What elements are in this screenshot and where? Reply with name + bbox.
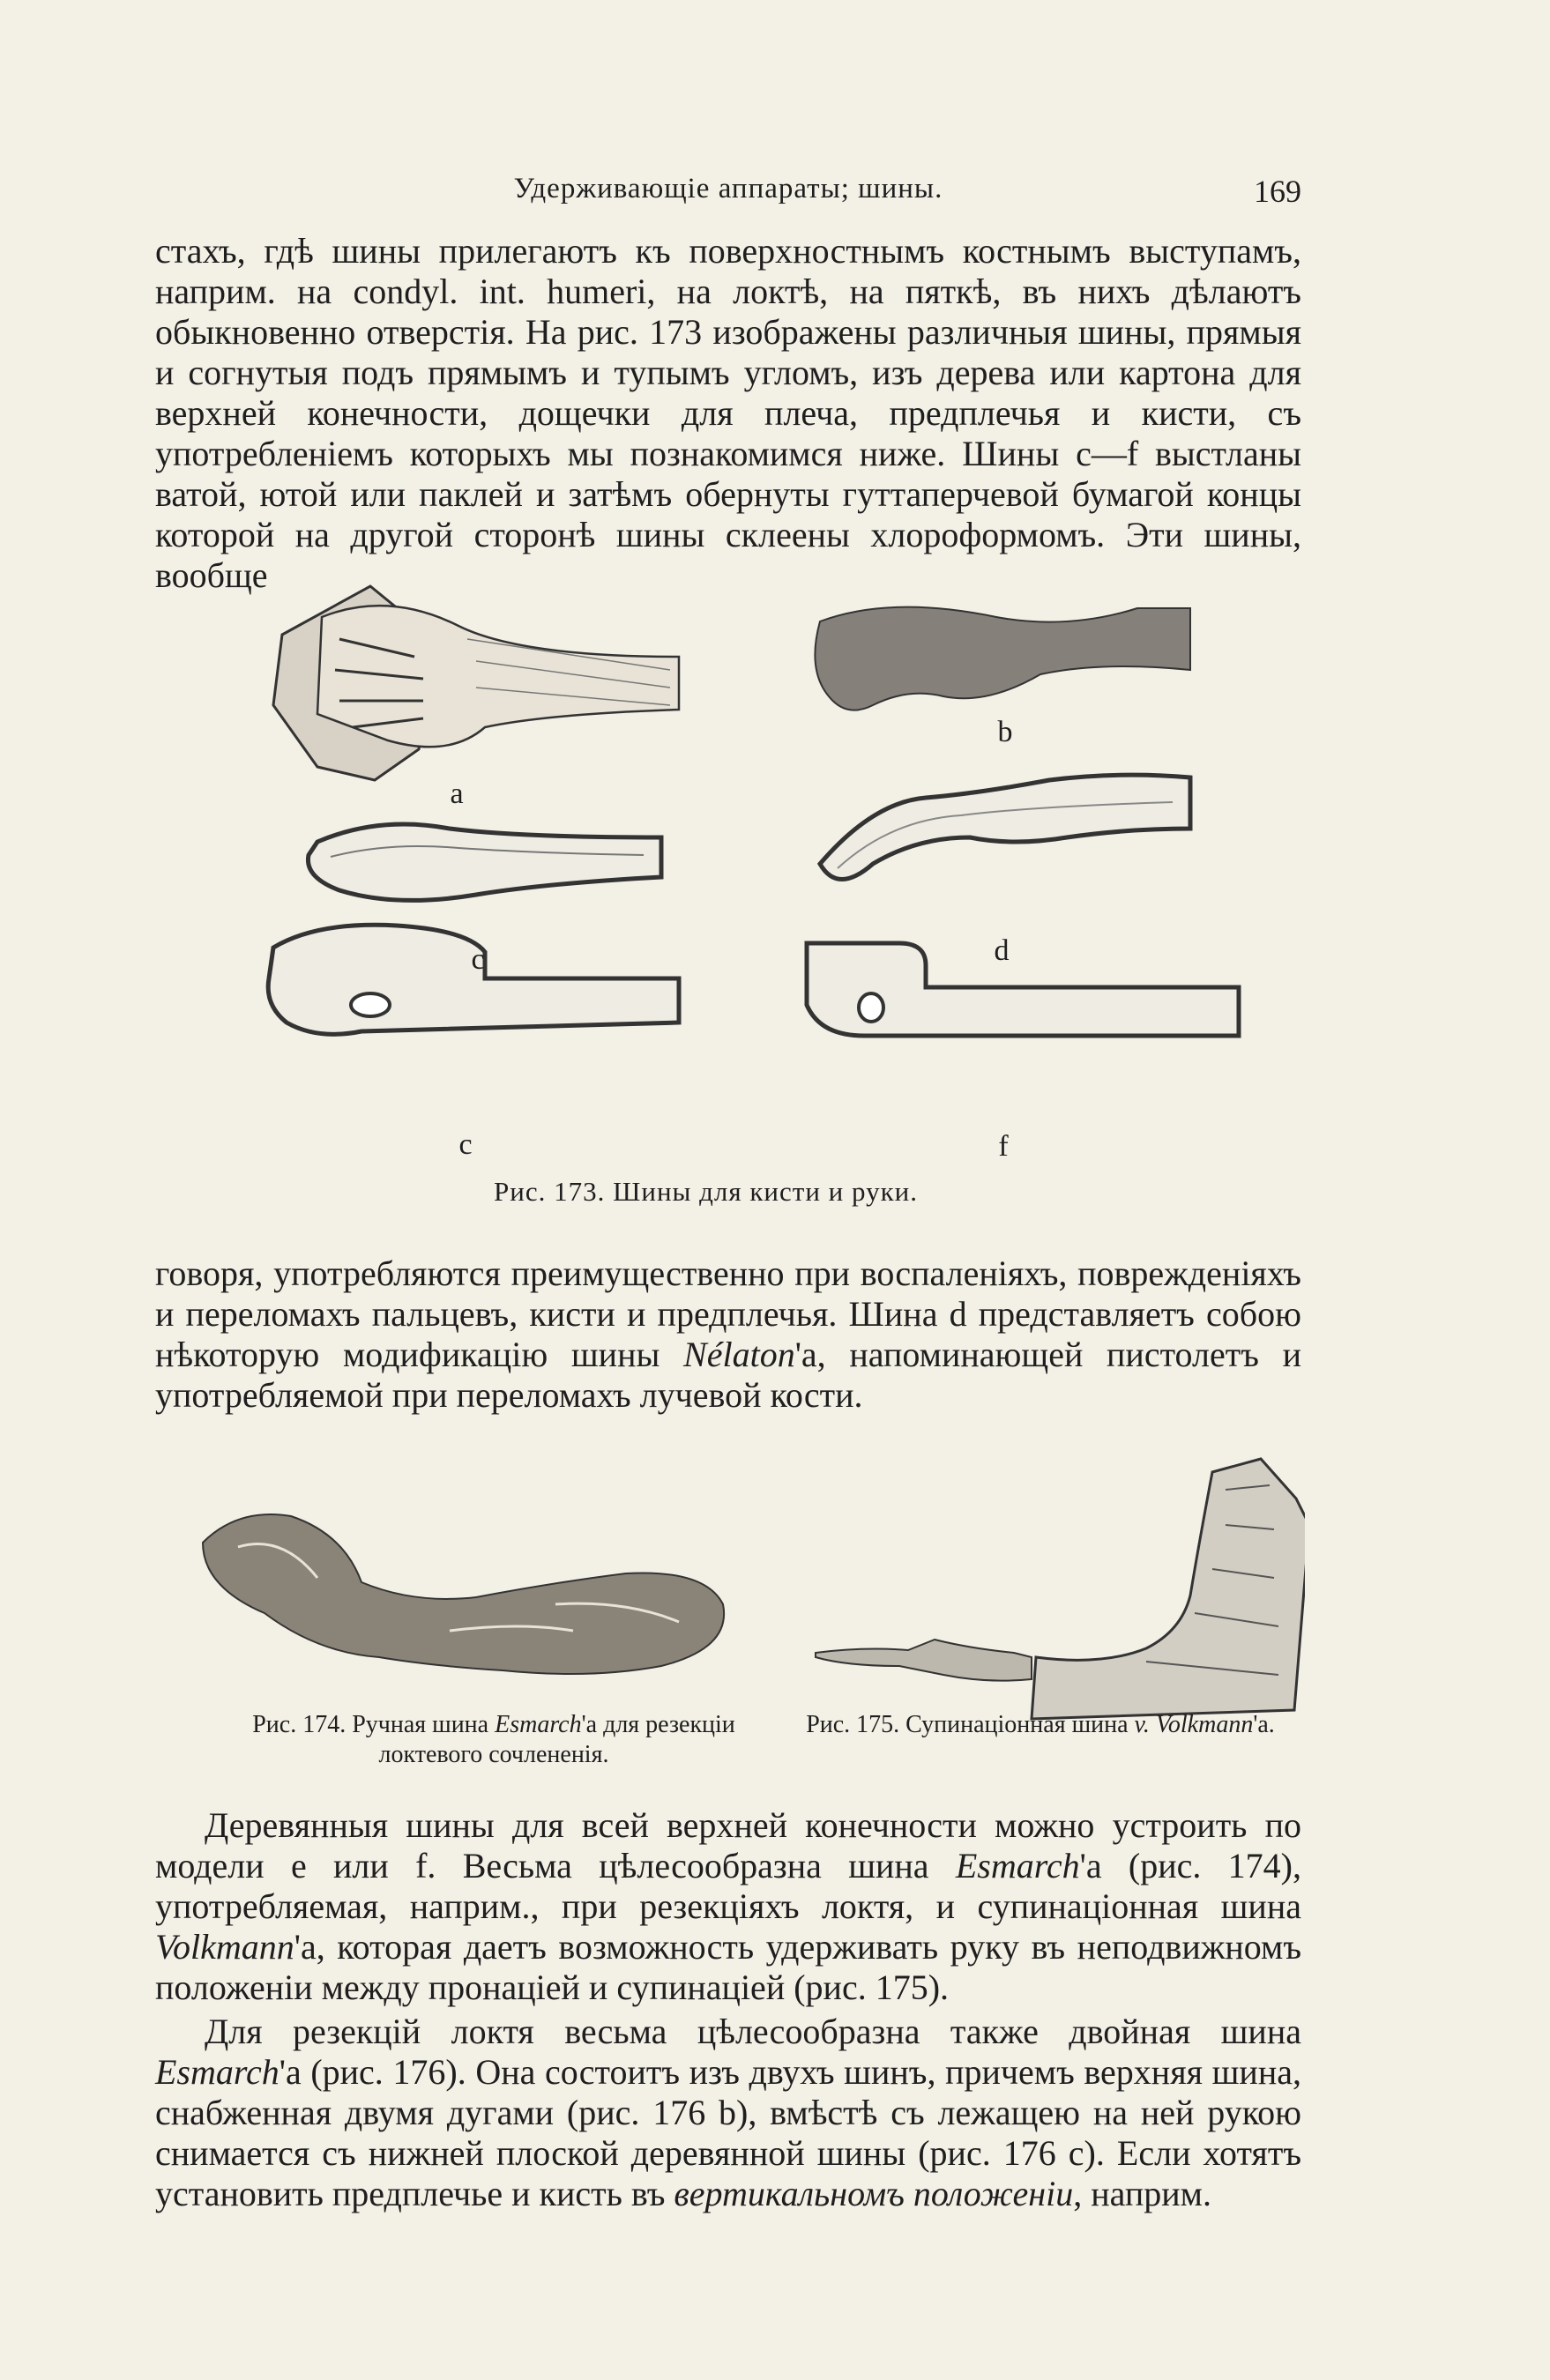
page-number: 169 — [1254, 174, 1301, 209]
paragraph-3-part: Деревянныя шины для всей верхней конечности можно устроить по модели e или f. Весьма цѣлесообразна шина — [155, 1805, 1301, 1885]
paragraph-4 — [155, 2012, 1301, 2214]
paragraph-1 — [155, 231, 1301, 596]
name-nelaton: Nélaton — [683, 1335, 795, 1374]
figure-173-caption: Рис. 173. Шины для кисти и руки. — [494, 1176, 919, 1207]
label-a: a — [450, 777, 464, 810]
header-title: Удерживающіе аппараты; шины. — [513, 173, 943, 205]
splint-b-illustration — [815, 607, 1190, 710]
label-b: b — [997, 716, 1013, 748]
paragraph-3-part: 'а (рис. 174), употребляемая, наприм., при резекціяхъ локтя, и супинаціонная шина — [155, 1846, 1301, 1926]
label-c1: c — [471, 943, 485, 976]
fig174-prefix: Рис. 174. Ручная шина — [252, 1711, 496, 1738]
splint-c-illustration — [308, 824, 661, 900]
label-f: f — [998, 1130, 1009, 1163]
label-d: d — [994, 934, 1010, 967]
fig175-v: v. — [1134, 1711, 1150, 1738]
paragraph-3-part: 'а, которая даетъ возможность удерживать руку въ неподвижномъ положеніи между пронаціей и супинаціей (рис. 175). — [155, 1927, 1301, 2007]
paragraph-3 — [155, 1805, 1301, 2008]
figure-173 — [256, 573, 1261, 1155]
paragraph-4-part: , наприм. — [1073, 2174, 1211, 2213]
paragraph-4-part: 'а (рис. 176). Она состоитъ изъ двухъ шинъ, причемъ верхняя шина, снабженная двумя дугами (рис. 176 b), вмѣстѣ съ лежащею на ней рукою снимается съ нижней плоской деревянной шины (рис. 176 c). Если хотятъ установить предплечье и кисть въ — [155, 2052, 1301, 2213]
paragraph-2 — [155, 1253, 1301, 1416]
running-header — [155, 173, 1301, 217]
name-volkmann: Volkmann — [155, 1927, 294, 1967]
paragraph-2-part: говоря, употребляются преимущественно при воспаленіяхъ, поврежденіяхъ и переломахъ пальцевъ, кисти и предплечья. Шина d представляетъ собою нѣкоторую модификацію шины — [155, 1253, 1301, 1374]
emphasis-vertical-position: вертикальномъ положеніи — [674, 2174, 1074, 2213]
fig174-suffix: 'а для резекціи локтевого сочлененія. — [378, 1711, 735, 1768]
name-volkmann: Volkmann — [1155, 1711, 1254, 1738]
fig175-prefix: Рис. 175. Супинаціонная шина — [806, 1711, 1135, 1738]
splint-d-illustration — [820, 775, 1190, 879]
paragraph-4-text — [155, 2012, 1301, 2214]
name-esmarch: Esmarch — [495, 1711, 582, 1738]
paragraph-1-text: стахъ, гдѣ шины прилегаютъ къ поверхностнымъ костнымъ выступамъ, наприм. на condyl. int. humeri, на локтѣ, на пяткѣ, въ нихъ дѣлаютъ обыкновенно отверстія. На рис. 173 изображены различныя шины, прямыя и согнутыя подъ прямымъ и тупымъ угломъ, изъ дерева или картона для верхней конечности, дощечки для плеча, предплечья и кисти, съ употребленіемъ которыхъ мы познакомимся ниже. Шины c—f выстланы ватой, ютой или паклей и затѣмъ обернуты гуттаперчевой бумагой концы которой на другой сторонѣ шины склеены хлороформомъ. Эти шины, вообще — [155, 231, 1301, 595]
paragraph-2-part: 'а, напоминающей пистолетъ и употребляемой при переломахъ лучевой кости. — [155, 1335, 1301, 1415]
figure-175 — [811, 1446, 1305, 1737]
splint-e-illustration — [268, 925, 679, 1034]
fig175-suffix: 'а. — [1253, 1711, 1275, 1738]
paragraph-2-text — [155, 1253, 1301, 1416]
splint-a-illustration — [273, 586, 679, 780]
paragraph-4-part: Для резекцій локтя весьма цѣлесообразна также двойная шина — [205, 2012, 1301, 2051]
name-esmarch: Esmarch — [155, 2052, 279, 2092]
figure-174 — [185, 1499, 758, 1701]
paragraph-3-text — [155, 1805, 1301, 2008]
label-c2: c — [458, 1128, 473, 1161]
name-esmarch: Esmarch — [955, 1846, 1080, 1885]
figure-175-caption — [794, 1710, 1287, 1740]
figure-174-caption — [220, 1710, 767, 1770]
